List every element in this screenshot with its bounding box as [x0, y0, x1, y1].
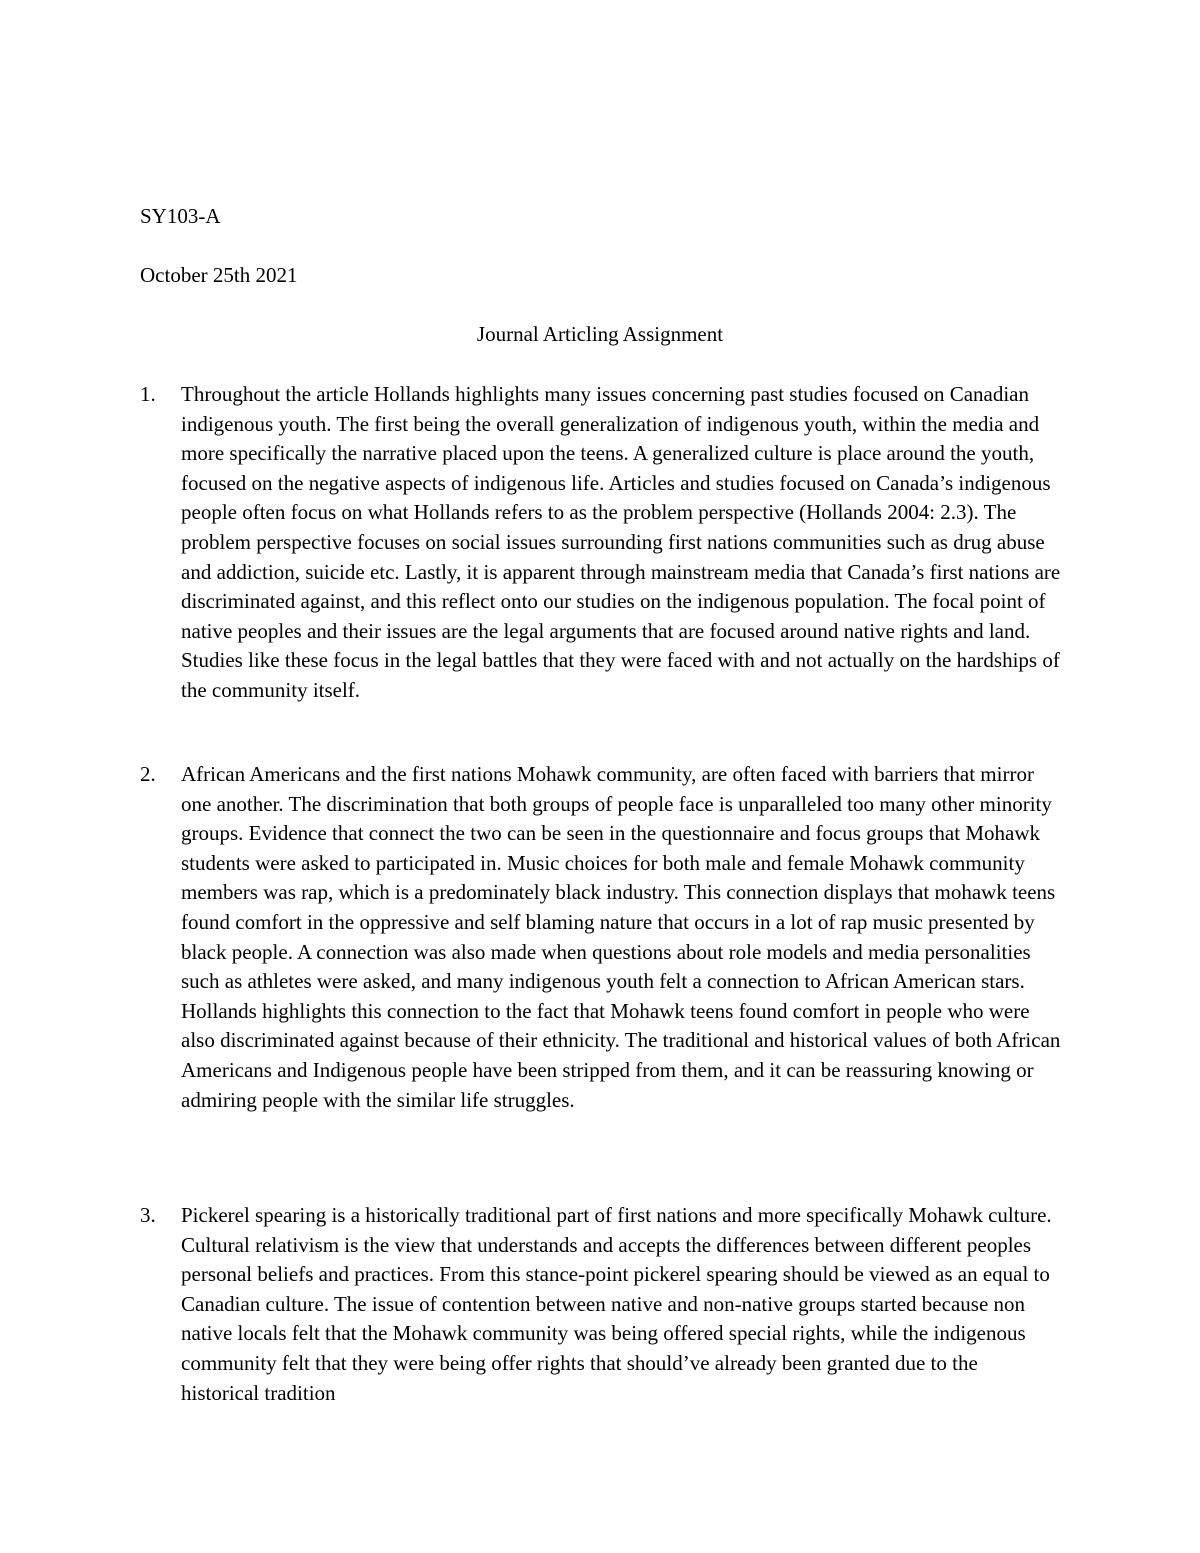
list-paragraph-3: Pickerel spearing is a historically traditional part of first nations and more specifically Mohawk culture. Cultural relativism is the view that understands and accepts the differences between different peoples personal beliefs and practices. From this stance-point pickerel spearing should be viewed as an equal to Canadian culture. The issue of contention between native and non-native groups started because non native locals felt that the Mohawk community was being offered special rights, while the indigenous community felt that they were being offer rights that should’ve already been granted due to the historical tradition [181, 1203, 1052, 1405]
document-title: Journal Articling Assignment [476, 322, 724, 346]
list-number-3: 3. [140, 1203, 156, 1227]
document-date: October 25th 2021 [140, 263, 298, 287]
list-paragraph-2: African Americans and the first nations Mohawk community, are often faced with barriers that mirror one another. The discrimination that both groups of people face is unparalleled too many other minority groups. Evidence that connect the two can be seen in the questionnaire and focus groups that Mohawk students were asked to participated in. Music choices for both male and female Mohawk community members was rap, which is a predominately black industry. This connection displays that mohawk teens found comfort in the oppressive and self blaming nature that occurs in a lot of rap music presented by black people. A connection was also made when questions about role models and media personalities such as athletes were asked, and many indigenous youth felt a connection to African American stars. Hollands highlights this connection to the fact that Mohawk teens found comfort in people who were also discriminated against because of their ethnicity. The traditional and historical values of both African Americans and Indigenous people have been stripped from them, and it can be reassuring knowing or admiring people with the similar life struggles. [181, 762, 1061, 1112]
course-code: SY103-A [140, 204, 221, 228]
list-number-2: 2. [140, 762, 156, 786]
list-number-1: 1. [140, 382, 156, 406]
list-paragraph-1: Throughout the article Hollands highlights many issues concerning past studies focused on Canadian indigenous youth. The first being the overall generalization of indigenous youth, within the media and more specifically the narrative placed upon the teens. A generalized culture is place around the youth, focused on the negative aspects of indigenous life. Articles and studies focused on Canada’s indigenous people often focus on what Hollands refers to as the problem perspective (Hollands 2004: 2.3). The problem perspective focuses on social issues surrounding first nations communities such as drug abuse and addiction, suicide etc. Lastly, it is apparent through mainstream media that Canada’s first nations are discriminated against, and this reflect onto our studies on the indigenous population. The focal point of native peoples and their issues are the legal arguments that are focused around native rights and land. Studies like these focus in the legal battles that they were faced with and not actually on the hardships of the community itself. [181, 382, 1061, 702]
